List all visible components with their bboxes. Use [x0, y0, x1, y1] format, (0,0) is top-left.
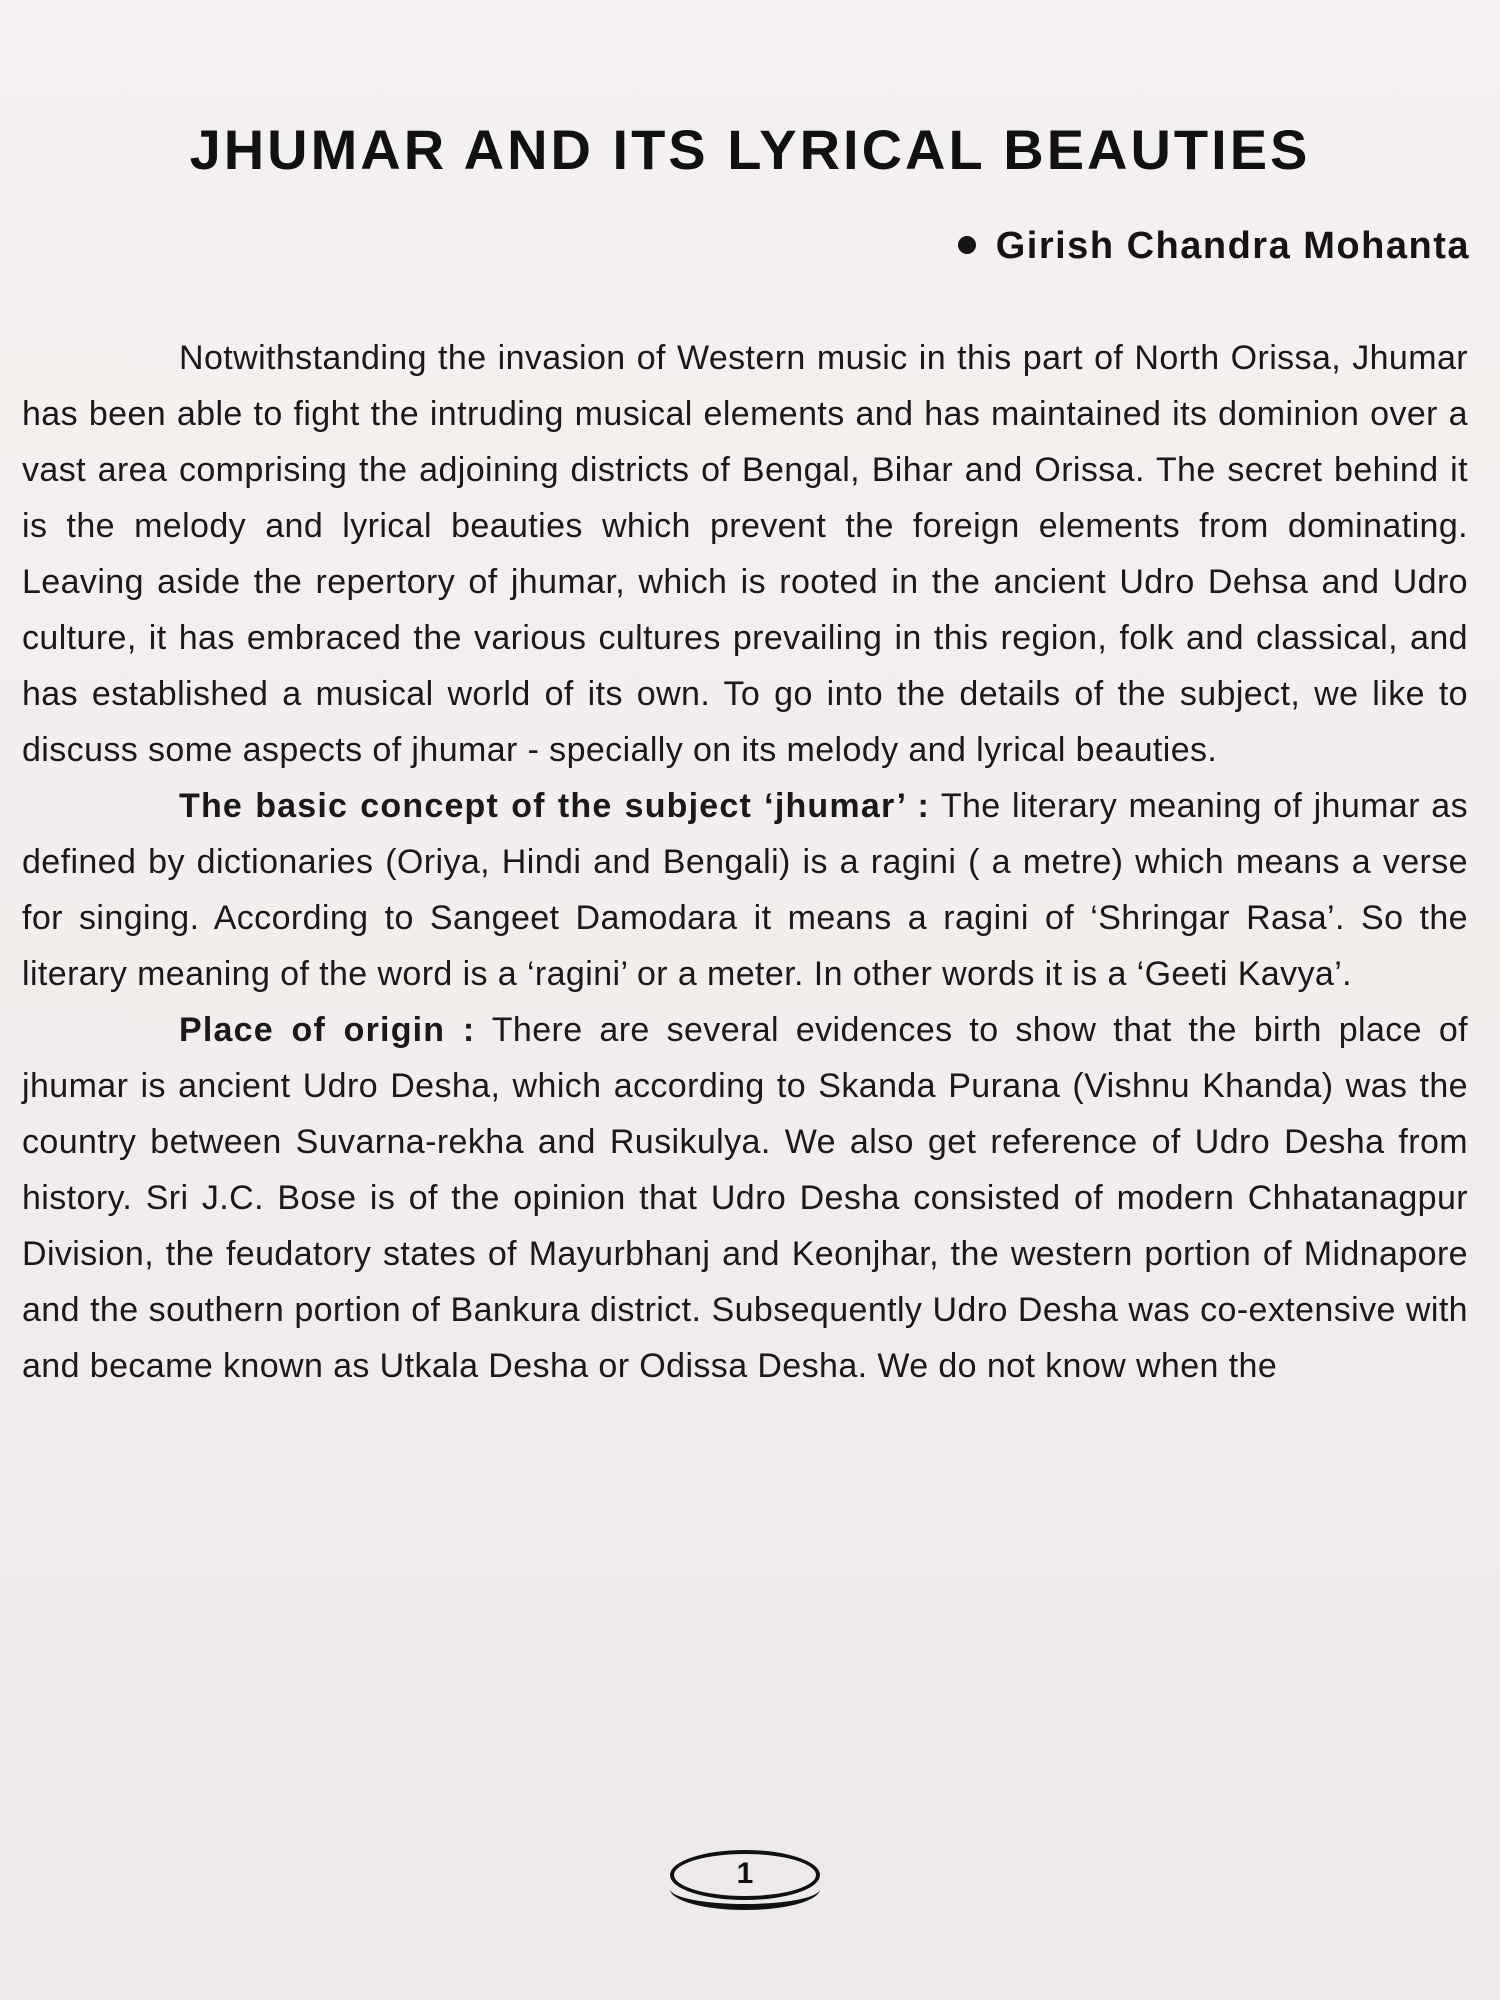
bullet-icon — [958, 236, 976, 254]
paragraph-heading: The basic concept of the subject ‘jhumar’ : — [179, 787, 931, 825]
article-title: JHUMAR AND ITS LYRICAL BEAUTIES — [189, 118, 1311, 181]
paragraph-intro — [22, 330, 1468, 778]
paragraph-basic-concept — [22, 778, 1468, 1002]
paragraph-text: The literary meaning of jhumar as defined by dictionaries (Oriya, Hindi and Bengali) is a ragini ( a metre) which means a verse for singing. According to Sangeet Damodara it means a ragini of ‘Shringar Rasa’. So the literary meaning of the word is a ‘ragini’ or a meter. In other words it is a ‘Geeti Kavya’. — [22, 787, 1468, 993]
paragraph-text: There are several evidences to show that the birth place of jhumar is ancient Udro Desha, which according to Skanda Purana (Vishnu Khanda) was the country between Suvarna-rekha and Rusikulya. We also get reference of Udro Desha from history. Sri J.C. Bose is of the opinion that Udro Desha consisted of modern Chhatanagpur Division, the feudatory states of Mayurbhanj and Keonjhar, the western portion of Midnapore and the southern portion of Bankura district. Subsequently Udro Desha was co-extensive with and became known as Utkala Desha or Odissa Desha. We do not know when the — [22, 1011, 1469, 1385]
author-byline — [958, 218, 1470, 274]
article-body — [22, 330, 1468, 1394]
page-number-badge: 1 — [670, 1850, 820, 1900]
paragraph-text: Notwithstanding the invasion of Western music in this part of North Orissa, Jhumar has been able to fight the intruding musical elements and has maintained its dominion over a vast area comprising the adjoining districts of Bengal, Bihar and Orissa. The secret behind it is the melody and lyrical beauties which prevent the foreign elements from dominating. Leaving aside the repertory of jhumar, which is rooted in the ancient Udro Dehsa and Udro culture, it has embraced the various cultures prevailing in this region, folk and classical, and has established a musical world of its own. To go into the details of the subject, we like to discuss some aspects of jhumar - specially on its melody and lyrical beauties. — [22, 339, 1468, 769]
author-name: Girish Chandra Mohanta — [995, 225, 1470, 267]
paragraph-place-of-origin — [22, 1002, 1468, 1394]
paragraph-heading: Place of origin : — [179, 1011, 476, 1049]
